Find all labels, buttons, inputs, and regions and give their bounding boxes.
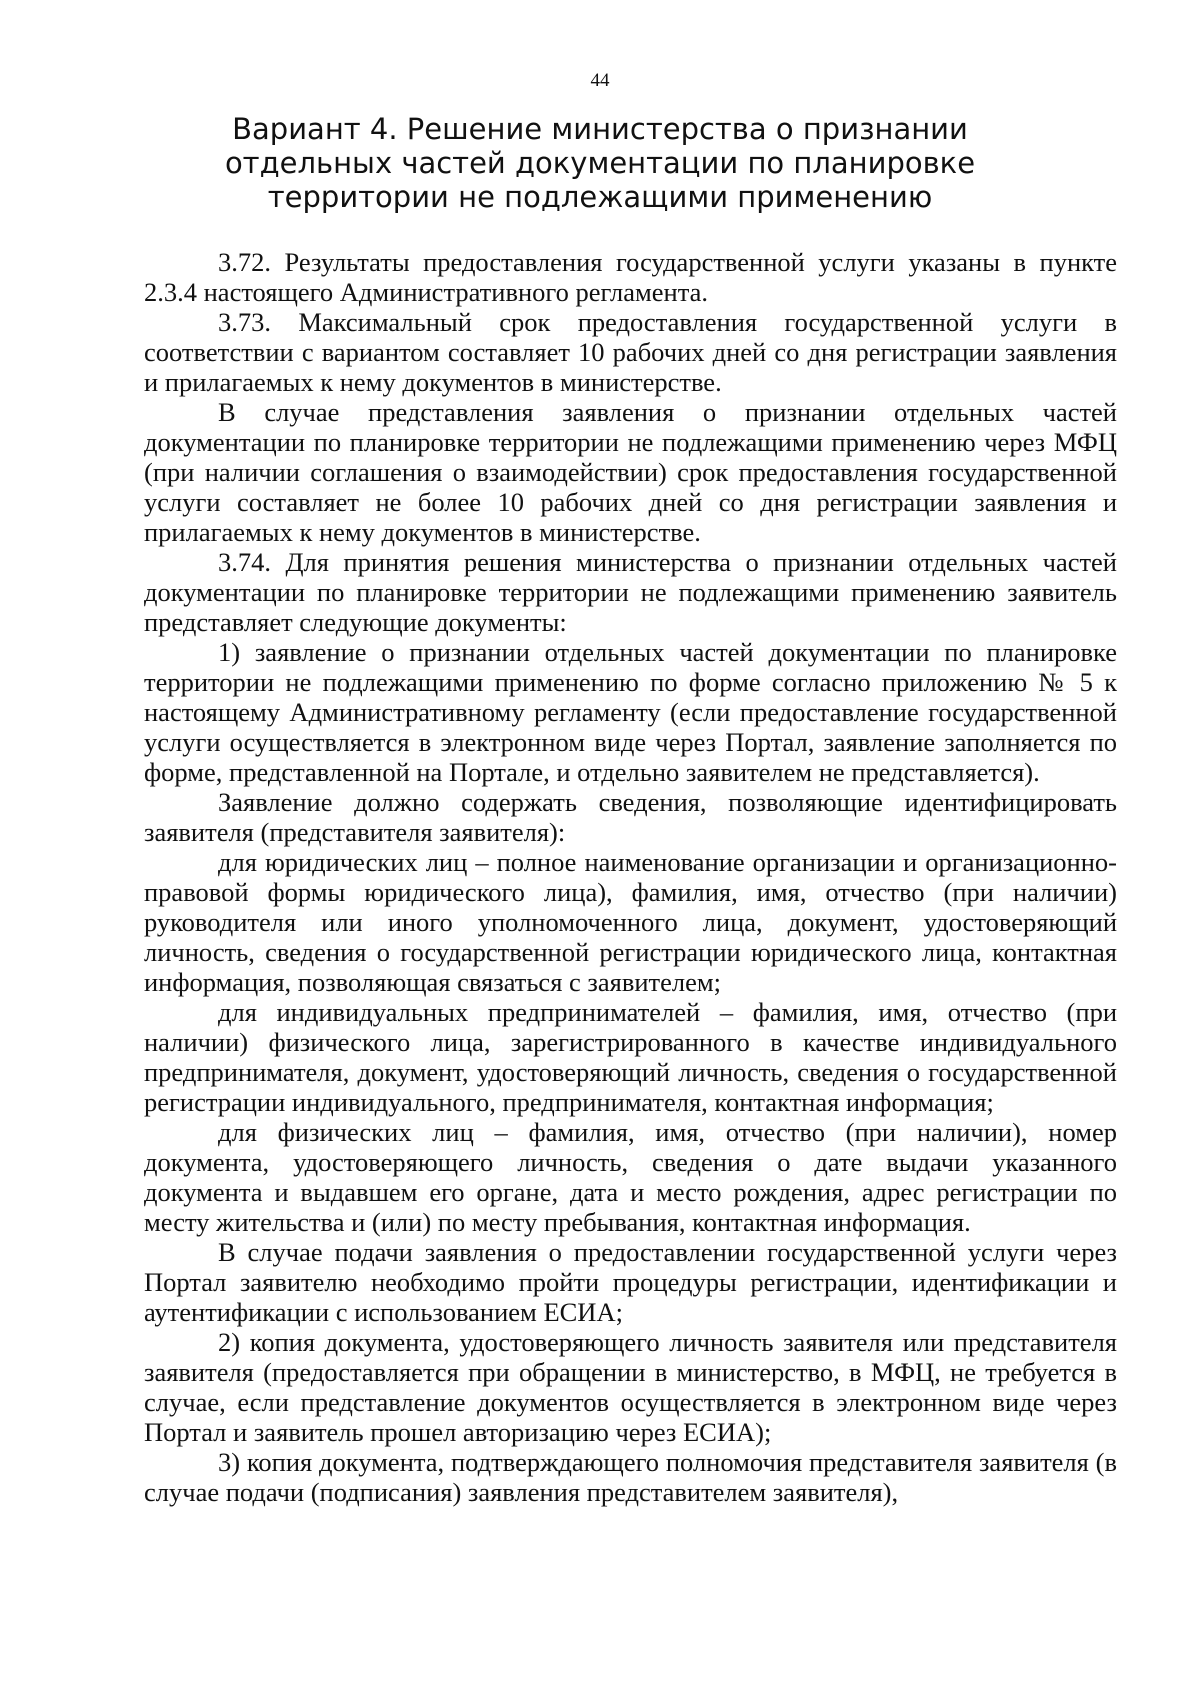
section-heading: Вариант 4. Решение министерства о признании отдельных частей документации по планировке территории не подлежащими применению (224, 112, 976, 214)
page-number: 44 (590, 70, 610, 91)
paragraph-mfc-term: В случае представления заявления о признании отдельных частей документации по планировке территории не подлежащими применению через МФЦ (при наличии соглашения о взаимодействии) срок предоставления государственной услуги составляет не более 10 рабочих дней со дня регистрации заявления и прилагаемых к нему документов в министерстве. (144, 397, 1117, 547)
list-item-2: 2) копия документа, удостоверяющего личность заявителя или представителя заявителя (предоставляется при обращении в министерство, в МФЦ, не требуется в случае, если представление документов осуществляется в электронном виде через Портал и заявитель прошел авторизацию через ЕСИА); (144, 1327, 1117, 1447)
list-item-1: 1) заявление о признании отдельных частей документации по планировке территории не подлежащими применению по форме согласно приложению № 5 к настоящему Административному регламенту (если предоставление государственной услуги осуществляется в электронном виде через Портал, заявление заполняется по форме, представленной на Портале, и отдельно заявителем не представляется). (144, 637, 1117, 787)
paragraph-individuals: для физических лиц – фамилия, имя, отчество (при наличии), номер документа, удостоверяющего личность, сведения о дате выдачи указанного документа и выдавшем его органе, дата и место рождения, адрес регистрации по месту жительства и (или) по месту пребывания, контактная информация. (144, 1117, 1117, 1237)
list-item-3: 3) копия документа, подтверждающего полномочия представителя заявителя (в случае подачи (подписания) заявления представителем заявителя), (144, 1447, 1117, 1507)
paragraph-3-72: 3.72. Результаты предоставления государственной услуги указаны в пункте 2.3.4 настоящего Административного регламента. (144, 247, 1117, 307)
paragraph-application-content: Заявление должно содержать сведения, позволяющие идентифицировать заявителя (представителя заявителя): (144, 787, 1117, 847)
paragraph-3-73: 3.73. Максимальный срок предоставления государственной услуги в соответствии с вариантом составляет 10 рабочих дней со дня регистрации заявления и прилагаемых к нему документов в министерстве. (144, 307, 1117, 397)
paragraph-3-74: 3.74. Для принятия решения министерства о признании отдельных частей документации по планировке территории не подлежащими применению заявитель представляет следующие документы: (144, 547, 1117, 637)
paragraph-portal: В случае подачи заявления о предоставлении государственной услуги через Портал заявителю необходимо пройти процедуры регистрации, идентификации и аутентификации с использованием ЕСИА; (144, 1237, 1117, 1327)
document-body (144, 247, 1117, 1507)
paragraph-legal-entities: для юридических лиц – полное наименование организации и организационно-правовой формы юридического лица), фамилия, имя, отчество (при наличии) руководителя или иного уполномоченного лица, документ, удостоверяющий личность, сведения о государственной регистрации юридического лица, контактная информация, позволяющая связаться с заявителем; (144, 847, 1117, 997)
paragraph-entrepreneurs: для индивидуальных предпринимателей – фамилия, имя, отчество (при наличии) физического лица, зарегистрированного в качестве индивидуального предпринимателя, документ, удостоверяющий личность, сведения о государственной регистрации индивидуального, предпринимателя, контактная информация; (144, 997, 1117, 1117)
